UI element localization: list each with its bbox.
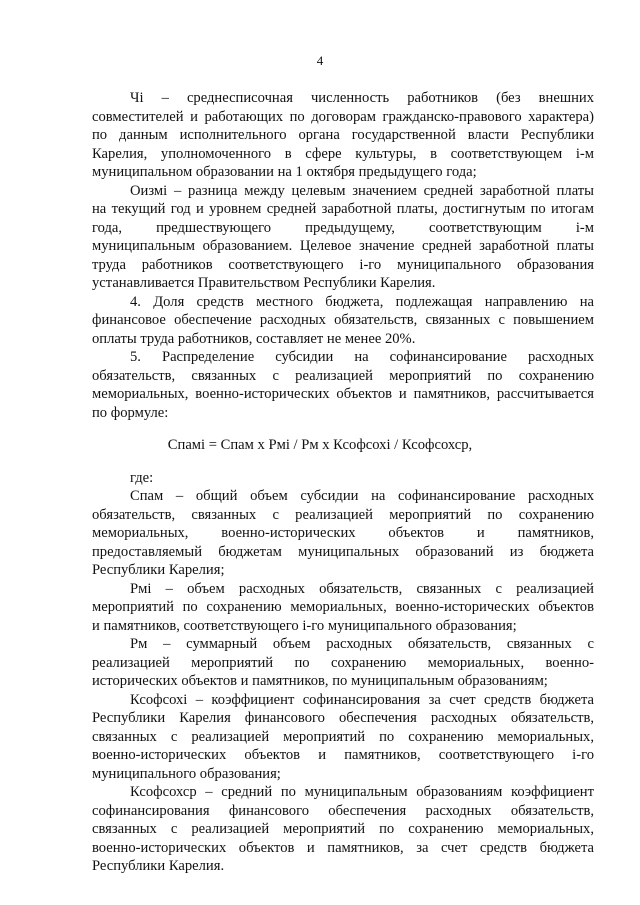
text-line: Ксофсохср – средний по муниципальным образованиям коэффициент [130,784,594,800]
text-line: оплаты труда работников, составляет не менее 20%. [92,331,416,347]
text-line: муниципальным образованием. Целевое значение средней заработной платы [92,238,594,254]
text-line: софинансирования финансового обеспечения расходных обязательств, [92,803,594,819]
text-line: реализацией мероприятий по сохранению мемориальных, военно- [92,655,594,671]
text-line: исторических объектов и памятников, по муниципальным образованиям; [92,673,548,689]
text-line: муниципального образования; [92,766,281,782]
formula: Спамi = Спам х Рмi / Рм х Ксофсохi / Ксофсохср, [167,437,473,453]
text-line: мемориальных, военно-исторических объектов и памятников, [92,525,594,541]
text-line: Чi – среднесписочная численность работников (без внешних [130,90,594,106]
text-line: где: [130,470,154,486]
text-line: Оизмi – разница между целевым значением средней заработной платы [130,183,594,199]
text-line: Республики Карелия; [92,562,225,578]
text-line: 4. Доля средств местного бюджета, подлежащая направлению на [130,294,594,310]
text-line: устанавливается Правительством Республики Карелия. [92,275,436,291]
text-line: военно-исторических объектов и памятников, соответствующего i-го [92,747,594,763]
text-line: на текущий год и уровнем средней заработной платы, достигнутым по итогам [92,201,594,217]
text-line: Республики Карелия финансового обеспечения расходных обязательств, [92,710,594,726]
text-line: связанных с реализацией мероприятий по сохранению мемориальных, [92,729,594,745]
text-line: года, предшествующего предыдущему, соответствующим i-м [92,220,594,236]
text-line: Ксофсохi – коэффициент софинансирования за счет средств бюджета [130,692,594,708]
text-line: обязательств, связанных с реализацией мероприятий по сохранению [92,507,594,523]
text-line: 5. Распределение субсидии на софинансирование расходных [130,349,594,365]
text-line: мемориальных, военно-исторических объектов и памятников, рассчитывается [92,386,594,402]
text-line: военно-исторических объектов и памятников, за счет средств бюджета [92,840,594,856]
text-line: Республики Карелия. [92,858,225,874]
text-line: и памятников, соответствующего i-го муниципального образования; [92,618,517,634]
text-line: мероприятий по сохранению мемориальных, военно-исторических объектов [92,599,594,615]
text-line: связанных с реализацией мероприятий по сохранению мемориальных, [92,821,594,837]
text-line: финансовое обеспечение расходных обязательств, связанных с повышением [92,312,594,328]
text-line: обязательств, связанных с реализацией мероприятий по сохранению [92,368,594,384]
text-line: предоставляемый бюджетам муниципальных образований из бюджета [92,544,594,560]
text-line: Рмi – объем расходных обязательств, связанных с реализацией [130,581,594,597]
text-line: муниципальном образовании на 1 октября предыдущего года; [92,164,477,180]
text-line: Карелия, уполномоченного в сфере культуры, в соответствующем i-м [92,146,594,162]
text-line: совместителей и работающих по договорам гражданско-правового характера) [92,109,594,125]
text-line: по данным исполнительного органа государственной власти Республики [92,127,594,143]
text-line: труда работников соответствующего i-го муниципального образования [92,257,594,273]
text-line: по формуле: [92,405,169,421]
text-line: Спам – общий объем субсидии на софинансирование расходных [130,488,594,504]
page-number: 4 [316,53,324,68]
text-line: Рм – суммарный объем расходных обязательств, связанных с [130,636,594,652]
